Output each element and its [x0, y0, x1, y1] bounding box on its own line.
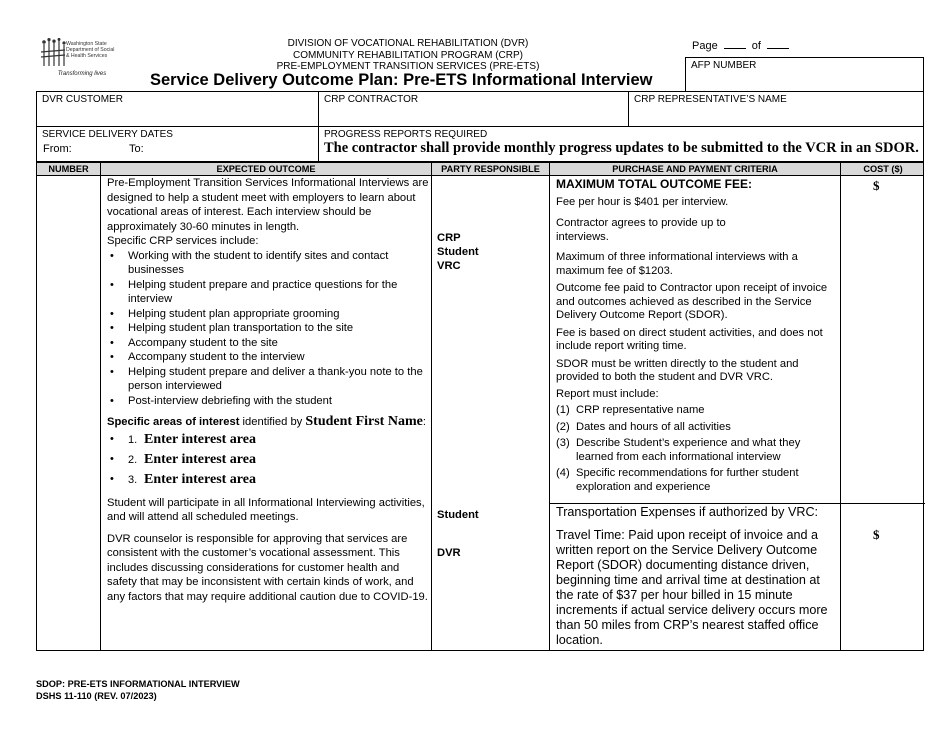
fee-per-hour: Fee per hour is $401 per interview. [556, 195, 729, 208]
soi-bold: Specific areas of interest [107, 416, 240, 428]
services-list [107, 249, 431, 409]
dvr-customer-field[interactable] [37, 92, 318, 126]
party-vrc: VRC [437, 260, 461, 272]
transport-expenses-label: Transportation Expenses if authorized by VRC: [556, 505, 819, 519]
list-item [107, 470, 431, 490]
crp-rep-label: CRP REPRESENTATIVE’S NAME [634, 94, 787, 105]
agency-line-prets: PRE-EMPLOYMENT TRANSITION SERVICES (PRE-ETS) [276, 61, 540, 72]
list-item [556, 437, 836, 464]
page-total-field[interactable] [767, 39, 789, 49]
logo-tagline: Transforming lives [57, 71, 107, 77]
specific-areas-of-interest [107, 415, 431, 430]
dvr-counselor-text: DVR counselor is responsible for approving that services are consistent with the customer’s vocational assessment. This includes discussing considerations for customer health and safety that may be inconsistent with certain kinds of work, and any factors that may require additional caution due to COVID-19. [107, 532, 428, 603]
page-label: Page [692, 40, 718, 52]
max-outcome-fee-label: MAXIMUM TOTAL OUTCOME FEE: [556, 177, 752, 191]
list-item: • Working with the student to identify sites and contact businesses [107, 249, 431, 278]
agency-lines [250, 38, 566, 73]
column-divider [431, 163, 432, 650]
list-item: • Accompany student to the interview [107, 350, 431, 365]
list-item: • Helping student plan appropriate grooming [107, 307, 431, 322]
header-expected-outcome: EXPECTED OUTCOME [216, 164, 316, 174]
crp-contractor-label: CRP CONTRACTOR [324, 94, 419, 105]
expected-outcome-cell [107, 176, 431, 604]
interest-area-field[interactable]: Enter interest area [144, 451, 256, 467]
item-text: CRP representative name [576, 404, 705, 416]
afp-number-label: AFP NUMBER [691, 60, 757, 71]
sdor-requirement: SDOR must be written directly to the student and provided to both the student and DVR VRC. [556, 357, 799, 383]
transport-divider [549, 503, 925, 504]
student-participation-text: Student will participate in all Informational Interviewing activities, and will attend all scheduled meetings. [107, 496, 425, 523]
list-item: • Helping student prepare and practice questions for the interview [107, 278, 431, 307]
header-party-responsible: PARTY RESPONSIBLE [441, 164, 540, 174]
report-must-include: Report must include: [556, 387, 659, 400]
item-number: (3) [556, 437, 570, 449]
header-number: NUMBER [48, 164, 89, 174]
column-divider [549, 163, 550, 650]
outcome-intro: Pre-Employment Transition Services Informational Interviews are designed to help a student meet with employers to learn about vocational areas of interest. Each interview should be approximately 30-60 minutes in length. [107, 177, 429, 233]
progress-reports-cell [319, 127, 923, 161]
crp-contractor-field[interactable] [319, 92, 628, 126]
dvr-customer-label: DVR CUSTOMER [42, 94, 123, 105]
logo-org-line: Department of Social [66, 47, 115, 53]
interest-number: 2. [128, 453, 138, 466]
logo-org-line: Washington State [66, 41, 107, 47]
soi-end: : [422, 416, 426, 428]
travel-time-text: Travel Time: Paid upon receipt of invoice and a written report on the Service Delivery Outcome Report (SDOR) documenting distance driven, beginning time and arrival time at destination at the rate of $37 per hour billed in 15 minute increments if actual service delivery occurs more than 50 miles from CRP’s nearest staffed office location. [556, 528, 828, 647]
list-item: • Accompany student to the site [107, 336, 431, 351]
cost-transport-field[interactable]: $ [873, 527, 880, 542]
agency-line-dvr: DIVISION OF VOCATIONAL REHABILITATION (DVR) [287, 38, 529, 49]
item-text: Describe Student’s experience and what they learned from each informational interview [576, 437, 801, 463]
interest-list [107, 430, 431, 490]
logo-org-text [66, 41, 114, 59]
progress-reports-text: The contractor shall provide monthly progress updates to be submitted to the VCR in an SDOR. [324, 140, 919, 156]
provide-up-to: Contractor agrees to provide up to interviews. [556, 217, 726, 243]
list-item [107, 450, 431, 470]
cost-outcome-field[interactable]: $ [873, 178, 880, 193]
progress-reports-label: PROGRESS REPORTS REQUIRED [324, 129, 488, 140]
list-item: • Helping student plan transportation to the site [107, 321, 431, 336]
customer-info-row [36, 91, 924, 127]
item-number: (4) [556, 467, 570, 479]
afp-number-field[interactable] [685, 57, 924, 91]
service-dates-row [36, 127, 924, 162]
item-number: (1) [556, 404, 570, 416]
agency-line-crp: COMMUNITY REHABILITATION PROGRAM (CRP) [292, 49, 523, 61]
interest-area-field[interactable]: Enter interest area [144, 471, 256, 487]
page-number-field[interactable] [724, 39, 746, 49]
item-text: Specific recommendations for further student exploration and experience [576, 467, 799, 493]
page-title: Service Delivery Outcome Plan: Pre-ETS Informational Interview [150, 71, 653, 89]
footer [36, 679, 240, 702]
services-intro: Specific CRP services include: [107, 235, 259, 247]
table-header [37, 163, 923, 176]
list-item [556, 421, 836, 435]
list-item [556, 404, 836, 418]
service-dates-cell [37, 127, 318, 161]
page-number-row [692, 39, 795, 52]
to-date-field[interactable]: To: [129, 143, 144, 155]
from-date-field[interactable]: From: [43, 143, 72, 155]
header-cost: COST ($) [863, 164, 903, 174]
dshs-people-logo-icon [40, 38, 66, 68]
soi-mid: identified by [239, 416, 306, 428]
interest-number: 1. [128, 433, 138, 446]
list-item: • Post-interview debriefing with the student [107, 394, 431, 409]
max-three-interviews: Maximum of three informational interviews with a maximum fee of $1203. [556, 251, 798, 277]
payment-criteria-cell [556, 176, 836, 497]
list-item [556, 467, 836, 494]
list-item [107, 430, 431, 450]
item-text: Dates and hours of all activities [576, 420, 731, 433]
outcome-table [36, 162, 924, 651]
interest-number: 3. [128, 473, 138, 486]
footer-form-name: SDOP: PRE-ETS INFORMATIONAL INTERVIEW [36, 679, 240, 689]
outcome-fee-paid: Outcome fee paid to Contractor upon receipt of invoice and outcomes achieved as described in the Service Delivery Outcome Report (SDOR). [556, 282, 828, 321]
party-student: Student [437, 246, 479, 258]
service-dates-label: SERVICE DELIVERY DATES [42, 129, 173, 140]
footer-form-number: DSHS 11-110 (REV. 07/2023) [36, 690, 157, 701]
column-divider [100, 163, 101, 650]
party-crp-group [437, 231, 479, 273]
crp-rep-name-field[interactable] [629, 92, 923, 126]
of-label: of [751, 40, 761, 52]
party-student-2: Student [437, 509, 479, 521]
logo-org-line: & Health Services [66, 53, 108, 59]
party-dvr: DVR [437, 547, 461, 559]
party-crp: CRP [437, 232, 461, 244]
fee-based-on: Fee is based on direct student activities, and does not include report writing time. [556, 326, 823, 352]
student-first-name-field[interactable]: Student First Name [305, 414, 423, 429]
column-divider [840, 163, 841, 650]
item-number: (2) [556, 420, 570, 433]
list-item: • Helping student prepare and deliver a thank-you note to the person interviewed [107, 365, 431, 394]
interest-area-field[interactable]: Enter interest area [144, 431, 256, 447]
header-purchase-payment: PURCHASE AND PAYMENT CRITERIA [612, 164, 778, 174]
